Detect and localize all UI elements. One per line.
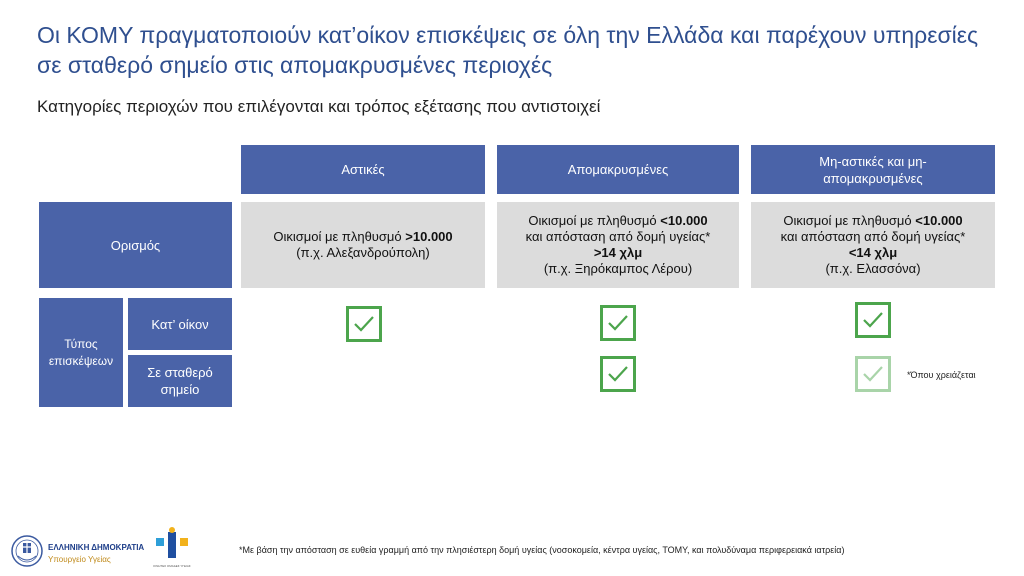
- ministry-logo: [8, 533, 158, 569]
- check-icon-remote-fixed: [600, 356, 636, 392]
- column-header-remote: Απομακρυσμένες: [497, 145, 739, 194]
- column-header-urban: Αστικές: [241, 145, 485, 194]
- where-needed-note: *Όπου χρειάζεται: [907, 370, 976, 380]
- row-label-definition: Ορισμός: [39, 202, 232, 288]
- page-title: Οι ΚΟΜΥ πραγματοποιούν κατ’οίκον επισκέψεις σε όλη την Ελλάδα και παρέχουν υπηρεσίες σε σταθερό σημείο στις απομακρυσμένες περιοχές: [37, 22, 979, 78]
- row-label-home: Κατ’ οίκον: [128, 298, 232, 350]
- komy-cross-icon: [147, 527, 197, 563]
- definition-cell-other: Οικισμοί με πληθυσμό <10.000 και απόσταση από δομή υγείας* <14 χλμ (π.χ. Ελασσόνα): [751, 202, 995, 288]
- greek-emblem-icon: [10, 534, 44, 568]
- row-label-fixed: Σε σταθερό σημείο: [128, 355, 232, 407]
- row-label-visit-type: Τύπος επισκέψεων: [39, 298, 123, 407]
- gov-text: ΕΛΛΗΝΙΚΗ ΔΗΜΟΚΡΑΤΙΑ: [48, 543, 145, 552]
- footnote: *Με βάση την απόσταση σε ευθεία γραμμή από την πλησιέστερη δομή υγείας (νοσοκομεία, κέντρα υγείας, ΤΟΜΥ, και πολυδύναμα περιφερειακά ιατρεία): [239, 545, 845, 555]
- komy-caption: ΚΙΝΗΤΕΣ ΟΜΑΔΕΣ ΥΓΕΙΑΣ: [153, 564, 191, 568]
- definition-cell-remote: Οικισμοί με πληθυσμό <10.000 και απόσταση από δομή υγείας* >14 χλμ (π.χ. Ξηρόκαμπος Λέρου): [497, 202, 739, 288]
- ministry-text: Υπουργείο Υγείας: [48, 555, 111, 564]
- check-icon-other-home: [855, 302, 891, 338]
- check-icon-remote-home: [600, 305, 636, 341]
- check-icon-urban-home: [346, 306, 382, 342]
- komy-logo: [147, 527, 197, 573]
- page-subtitle: Κατηγορίες περιοχών που επιλέγονται και τρόπος εξέτασης που αντιστοιχεί: [37, 97, 601, 116]
- definition-cell-urban: Οικισμοί με πληθυσμό >10.000 (π.χ. Αλεξανδρούπολη): [241, 202, 485, 288]
- column-header-other: Μη-αστικές και μη-απομακρυσμένες: [751, 145, 995, 194]
- check-icon-other-fixed: [855, 356, 891, 392]
